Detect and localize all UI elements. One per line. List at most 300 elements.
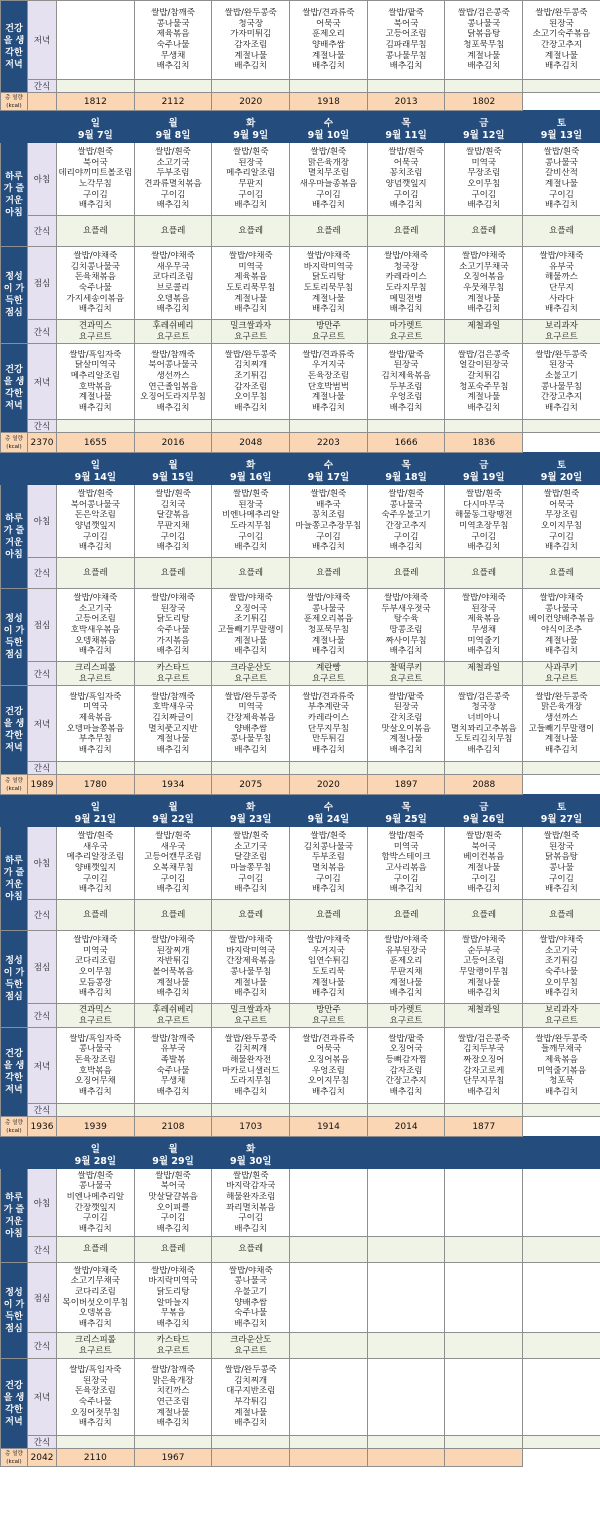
snack-cell bbox=[57, 662, 135, 686]
menu-cell bbox=[523, 485, 600, 558]
day-header bbox=[290, 1143, 368, 1169]
day-header bbox=[445, 1143, 523, 1169]
menu-item: 구이김 bbox=[238, 1213, 264, 1224]
day-header bbox=[367, 1143, 445, 1169]
menu-item: 고등어조림 bbox=[74, 614, 116, 625]
date-label bbox=[445, 1156, 522, 1168]
section-label-dinner: 건강을 생각한 저녁 bbox=[1, 1028, 28, 1117]
snack-item: 후레쉬베리 bbox=[152, 321, 194, 332]
menu-item: 쌀밥/야채죽 bbox=[461, 593, 506, 604]
menu-item: 배추김치 bbox=[78, 884, 112, 895]
menu-item: 배추김치 bbox=[389, 1086, 423, 1097]
menu-item: 오이무침 bbox=[234, 392, 268, 403]
menu-item: 계절나물 bbox=[156, 977, 190, 988]
menu-item: 오이지무침 bbox=[307, 1076, 349, 1087]
snack-item: 요구르트 bbox=[78, 1015, 112, 1026]
kcal-value: 2013 bbox=[367, 93, 445, 111]
menu-item: 쌀밥/견과류죽 bbox=[302, 8, 355, 19]
day-header bbox=[290, 117, 368, 143]
snack-item bbox=[445, 332, 522, 342]
menu-item: 카레라이스 bbox=[307, 712, 349, 723]
date-label: 9월 27일 bbox=[540, 813, 583, 825]
menu-item: 쌀밥/견과류죽 bbox=[302, 1033, 355, 1044]
menu-item: 고사리볶음 bbox=[385, 863, 427, 873]
menu-item: 북어콩나물국 bbox=[70, 499, 120, 510]
menu-item: 간장제육볶음 bbox=[226, 956, 276, 967]
snack-cell bbox=[212, 320, 290, 344]
menu-item: 구이김 bbox=[238, 873, 264, 884]
menu-item: 배추김치 bbox=[234, 304, 268, 315]
menu-cell bbox=[134, 485, 212, 558]
menu-item: 알마늘지 bbox=[156, 1297, 190, 1308]
menu-item: 쌀밥/야채죽 bbox=[151, 251, 195, 262]
snack-item: 요플레 bbox=[549, 909, 574, 920]
menu-item: 콩나물국 bbox=[545, 157, 578, 168]
menu-item: 배추김치 bbox=[78, 304, 112, 315]
snack-cell bbox=[367, 216, 445, 247]
menu-item: 들깨무채국 bbox=[540, 1044, 582, 1055]
menu-item: 쌀밥/참깨죽 bbox=[151, 1365, 195, 1376]
snack-cell bbox=[445, 320, 523, 344]
menu-item: 계절나물 bbox=[234, 977, 268, 988]
snack-cell bbox=[212, 762, 290, 775]
weekday-label bbox=[445, 1144, 522, 1156]
menu-item: 쌀밥/완두콩죽 bbox=[224, 349, 277, 360]
snack-item: 견과믹스 bbox=[78, 1005, 112, 1016]
menu-item: 멸치볶음 bbox=[311, 863, 345, 873]
snack-cell bbox=[367, 80, 445, 93]
menu-item: 배추김치 bbox=[467, 304, 501, 315]
menu-item: 제육볶음 bbox=[467, 614, 501, 625]
snack-cell bbox=[367, 1004, 445, 1028]
snack-cell bbox=[134, 1104, 212, 1117]
snack-cell bbox=[367, 320, 445, 344]
meal-row bbox=[1, 827, 600, 900]
menu-item: 돈육채볶음 bbox=[74, 272, 116, 283]
menu-item: 쌀밥/완두콩죽 bbox=[535, 1033, 588, 1044]
menu-item: 꽁치조림 bbox=[389, 168, 423, 179]
menu-cell bbox=[57, 143, 135, 216]
menu-item: 배추김치 bbox=[234, 1318, 268, 1329]
menu-cell bbox=[57, 485, 135, 558]
date-label: 9월 17일 bbox=[307, 471, 350, 483]
menu-item: 쌀밥/흑임자죽 bbox=[69, 1033, 122, 1044]
menu-item: 계절나물 bbox=[78, 392, 112, 403]
snack-cell bbox=[290, 762, 368, 775]
menu-item: 배추김치 bbox=[234, 402, 268, 413]
menu-item: 오복채무침 bbox=[152, 863, 194, 873]
date-label: 9월 9일 bbox=[233, 129, 269, 141]
weekday-label: 목 bbox=[401, 801, 411, 813]
menu-item: 닭볶음탕 bbox=[545, 852, 578, 863]
snack-cell bbox=[367, 900, 445, 931]
date-label: 9월 28일 bbox=[74, 1155, 117, 1167]
meal-type-snack: 간식 bbox=[28, 1333, 57, 1359]
menu-item: 북어국 bbox=[471, 841, 497, 852]
meal-row bbox=[1, 143, 600, 216]
menu-item: 배추김치 bbox=[156, 744, 190, 755]
menu-item: 갈비산적 bbox=[545, 168, 578, 179]
menu-item: 쌀밥/흰죽 bbox=[155, 831, 191, 842]
section-label-dinner: 건강을 생각한 저녁 bbox=[1, 1359, 28, 1449]
snack-cell bbox=[134, 1237, 212, 1263]
menu-item: 간장고추지 bbox=[540, 392, 582, 403]
menu-item: 배추김치 bbox=[78, 988, 112, 999]
menu-item: 탕수육 bbox=[393, 614, 419, 625]
menu-item: 배추김치 bbox=[156, 1223, 190, 1234]
day-header bbox=[523, 117, 600, 143]
menu-item: 쌀밥/야채죽 bbox=[306, 593, 351, 604]
menu-item: 김치콩나물국 bbox=[303, 841, 354, 852]
menu-cell bbox=[523, 247, 600, 320]
menu-item: 쌀밥/완두콩죽 bbox=[535, 349, 588, 360]
weekday-label: 금 bbox=[479, 117, 489, 129]
snack-item: 계란빵 bbox=[316, 663, 341, 674]
menu-item: 쌀밥/흰죽 bbox=[310, 489, 347, 500]
snack-cell bbox=[212, 420, 290, 433]
meal-type-snack: 간식 bbox=[28, 1004, 57, 1028]
menu-item: 호박볶음 bbox=[78, 381, 112, 392]
menu-item: 배추김치 bbox=[545, 1086, 578, 1097]
menu-item: 견과류멸치볶음 bbox=[144, 179, 202, 189]
menu-item: 오이피클 bbox=[156, 1202, 190, 1213]
menu-item: 배추김치 bbox=[234, 884, 268, 895]
menu-item: 쌀밥/검은콩죽 bbox=[457, 349, 510, 360]
menu-cell bbox=[57, 1, 135, 80]
weekday-label: 화 bbox=[246, 801, 256, 813]
menu-cell bbox=[212, 344, 290, 420]
weekday-label: 월 bbox=[168, 459, 178, 471]
menu-cell bbox=[134, 827, 212, 900]
menu-cell bbox=[367, 1263, 445, 1333]
meal-row bbox=[1, 344, 600, 420]
menu-cell bbox=[523, 686, 600, 762]
menu-item: 북어국 bbox=[83, 157, 108, 168]
menu-item: 소고기국 bbox=[545, 945, 578, 956]
menu-cell bbox=[523, 827, 600, 900]
menu-item: 우거지국 bbox=[311, 945, 345, 956]
meal-type-snack: 간식 bbox=[28, 320, 57, 344]
menu-item: 대구지반조림 bbox=[226, 1386, 276, 1397]
menu-item: 구이김 bbox=[471, 189, 497, 200]
menu-item: 계절나물 bbox=[311, 635, 345, 646]
kcal-row bbox=[1, 1449, 600, 1467]
snack-item: 요플레 bbox=[238, 909, 264, 920]
section-label-lunch: 정성이 가득한 점심 bbox=[1, 1263, 28, 1359]
menu-item: 조기튀김 bbox=[545, 956, 578, 967]
menu-item: 계절나물 bbox=[545, 50, 578, 61]
snack-row bbox=[1, 1104, 600, 1117]
day-header bbox=[523, 801, 600, 827]
menu-cell bbox=[367, 931, 445, 1004]
menu-item: 미역국 bbox=[83, 702, 108, 713]
menu-item: 생선까스 bbox=[156, 370, 190, 381]
menu-item: 제육볶음 bbox=[234, 272, 268, 283]
menu-item: 미역줄기 bbox=[467, 635, 501, 646]
menu-item: 계절나물 bbox=[467, 50, 501, 61]
snack-item: 마가렛트 bbox=[389, 321, 423, 332]
menu-item: 가지볶음 bbox=[156, 635, 190, 646]
menu-item: 멸치풋고지반 bbox=[148, 723, 198, 734]
menu-item: 쌀밥/흑임자죽 bbox=[69, 349, 122, 360]
menu-item: 가지세송이볶음 bbox=[66, 293, 125, 304]
snack-cell bbox=[523, 80, 600, 93]
menu-item: 배추김치 bbox=[389, 884, 423, 895]
menu-item: 쌀밥/야채죽 bbox=[228, 593, 273, 604]
menu-item: 간장고추지 bbox=[385, 1076, 427, 1087]
menu-item: 브로콜리 bbox=[156, 283, 190, 293]
menu-item: 소고기국 bbox=[156, 157, 190, 168]
menu-item: 쌀밥/야채죽 bbox=[306, 935, 351, 946]
snack-cell bbox=[57, 80, 135, 93]
kcal-value: 1918 bbox=[290, 93, 368, 111]
menu-item: 김치제육볶음 bbox=[381, 370, 431, 381]
snack-item: 제철과일 bbox=[467, 663, 501, 674]
kcal-value: 2112 bbox=[134, 93, 212, 111]
menu-item: 배추김치 bbox=[156, 1086, 190, 1097]
meal-row bbox=[1, 931, 600, 1004]
menu-item: 배추김치 bbox=[156, 542, 190, 553]
menu-item: 쌀밥/흰죽 bbox=[155, 489, 191, 500]
snack-cell bbox=[445, 420, 523, 433]
date-label: 9월 15일 bbox=[152, 471, 194, 483]
menu-item: 코다리조림 bbox=[74, 956, 116, 967]
menu-item: 청포묵무침 bbox=[307, 625, 349, 635]
menu-item: 쌀밥/검은콩죽 bbox=[457, 1033, 510, 1044]
menu-item: 오뎅볶음 bbox=[156, 293, 190, 304]
menu-item: 함박스테이크 bbox=[381, 852, 431, 863]
menu-cell bbox=[212, 1169, 290, 1237]
menu-item: 자반튀김 bbox=[156, 956, 190, 967]
menu-cell bbox=[134, 1263, 212, 1333]
menu-item: 돈육장조림 bbox=[74, 1386, 116, 1397]
snack-row bbox=[1, 662, 600, 686]
snack-cell bbox=[57, 1004, 135, 1028]
day-header bbox=[134, 1143, 212, 1169]
menu-cell bbox=[367, 1028, 445, 1104]
menu-item: 쌀밥/야채죽 bbox=[539, 251, 584, 262]
menu-item: 배추김치 bbox=[78, 1318, 112, 1329]
header-corner bbox=[1, 117, 57, 143]
snack-cell bbox=[290, 320, 368, 344]
menu-item: 된장국 bbox=[549, 360, 574, 371]
menu-cell bbox=[57, 344, 135, 420]
menu-item: 쌀밥/흰죽 bbox=[77, 147, 114, 158]
menu-item: 쌀밥/팥죽 bbox=[388, 691, 424, 702]
snack-item: 요구르트 bbox=[156, 1345, 190, 1356]
snack-item bbox=[445, 1016, 522, 1026]
menu-item: 구이김 bbox=[83, 189, 108, 200]
menu-item: 꽈리멸치볶음 bbox=[226, 1202, 276, 1213]
menu-item: 계절나물 bbox=[234, 50, 268, 61]
menu-item: 소고기숙주볶음 bbox=[532, 29, 591, 40]
menu-item: 된장찌개 bbox=[156, 945, 190, 956]
snack-cell bbox=[290, 1436, 368, 1449]
snack-item: 요구르트 bbox=[78, 331, 112, 342]
menu-item: 구이김 bbox=[238, 189, 264, 200]
snack-item: 보리과자 bbox=[545, 321, 578, 332]
menu-item: 쌀밥/흰죽 bbox=[543, 489, 580, 500]
weekday-label: 화 bbox=[246, 459, 256, 471]
menu-item: 배추김치 bbox=[467, 61, 501, 72]
snack-cell bbox=[290, 662, 368, 686]
snack-cell bbox=[445, 558, 523, 589]
date-label bbox=[523, 1156, 600, 1168]
snack-item: 요플레 bbox=[83, 567, 108, 578]
snack-cell bbox=[523, 1436, 600, 1449]
menu-item: 쌀밥/흰죽 bbox=[155, 1170, 191, 1181]
menu-item: 쌀밥/흰죽 bbox=[77, 1170, 114, 1181]
menu-item: 된장국 bbox=[471, 603, 497, 614]
snack-cell bbox=[290, 900, 368, 931]
menu-item: 계절나물 bbox=[467, 863, 501, 873]
menu-cell bbox=[290, 485, 368, 558]
date-label bbox=[368, 1156, 445, 1168]
menu-item: 쌀밥/흰죽 bbox=[465, 489, 502, 500]
menu-cell bbox=[134, 344, 212, 420]
snack-cell bbox=[523, 1237, 600, 1263]
kcal-title: 총 열량 bbox=[5, 777, 23, 784]
kcal-value: 1780 bbox=[57, 775, 135, 795]
menu-item: 오이무침 bbox=[545, 977, 578, 988]
menu-item: 양배추쌈 bbox=[311, 40, 345, 50]
menu-cell bbox=[445, 143, 523, 216]
menu-cell bbox=[57, 247, 135, 320]
menu-item: 베이컨볶음 bbox=[463, 852, 505, 863]
kcal-value: 1812 bbox=[57, 93, 135, 111]
snack-item: 요구르트 bbox=[389, 673, 423, 684]
menu-item: 숙주나물 bbox=[545, 967, 578, 977]
menu-item: 콩나물국 bbox=[467, 18, 501, 29]
meal-type-breakfast: 아침 bbox=[28, 827, 57, 900]
menu-item: 배추김치 bbox=[467, 988, 501, 999]
menu-item: 단무지 bbox=[549, 283, 574, 293]
snack-cell bbox=[212, 1436, 290, 1449]
day-header bbox=[57, 1143, 135, 1169]
menu-item: 다시마무국 bbox=[463, 499, 505, 510]
snack-item: 요플레 bbox=[393, 225, 419, 236]
menu-item: 배추김치 bbox=[311, 744, 345, 755]
menu-cell bbox=[367, 827, 445, 900]
menu-item: 단호박범벅 bbox=[307, 381, 349, 392]
menu-item: 계절나물 bbox=[234, 635, 268, 646]
menu-cell bbox=[445, 1263, 523, 1333]
meal-type-dinner: 저녁 bbox=[28, 686, 57, 762]
section-label-breakfast: 하루가 즐거운 아침 bbox=[1, 485, 28, 589]
section-label-lunch: 정성이 가득한 점심 bbox=[1, 589, 28, 686]
menu-item: 생선까스 bbox=[545, 712, 578, 723]
menu-item: 무장조림 bbox=[467, 168, 501, 179]
menu-item: 해물완자조림 bbox=[226, 1191, 276, 1202]
menu-item: 감자고로케 bbox=[463, 1065, 505, 1076]
menu-cell bbox=[134, 589, 212, 662]
date-label: 9월 29일 bbox=[152, 1155, 194, 1167]
menu-item: 고들빼기무말랭이 bbox=[217, 625, 284, 635]
date-label: 9월 19일 bbox=[463, 471, 505, 483]
snack-item: 요플레 bbox=[160, 909, 186, 920]
menu-item: 돈육장조림 bbox=[307, 370, 349, 381]
meal-type-lunch: 점심 bbox=[28, 1263, 57, 1333]
menu-item: 맑은육개장 bbox=[307, 157, 349, 168]
meal-type-dinner: 저녁 bbox=[28, 1028, 57, 1104]
snack-cell bbox=[290, 1004, 368, 1028]
menu-cell bbox=[134, 1028, 212, 1104]
menu-item: 청포묵 bbox=[549, 1076, 574, 1087]
menu-item: 계절나물 bbox=[467, 977, 501, 988]
menu-item: 쌀밥/견과류죽 bbox=[302, 349, 355, 360]
menu-item: 훈제오리볶음 bbox=[303, 614, 354, 625]
meal-type-breakfast: 아침 bbox=[28, 1169, 57, 1237]
menu-item: 소고기국 bbox=[78, 603, 112, 614]
menu-item: 콩나물 bbox=[549, 863, 574, 873]
date-label: 9월 26일 bbox=[463, 813, 505, 825]
header-corner bbox=[1, 801, 57, 827]
snack-cell bbox=[445, 1333, 523, 1359]
day-header bbox=[445, 459, 523, 485]
menu-cell bbox=[367, 247, 445, 320]
snack-cell bbox=[523, 1104, 600, 1117]
menu-item: 비엔나메추리알 bbox=[221, 510, 280, 521]
menu-item: 배추김치 bbox=[78, 646, 112, 657]
menu-item: 도토리묵 bbox=[311, 967, 345, 977]
date-label: 9월 30일 bbox=[229, 1155, 272, 1167]
menu-item: 호박볶음 bbox=[78, 1065, 112, 1076]
kcal-value: 2042 bbox=[28, 1449, 57, 1467]
snack-cell bbox=[134, 558, 212, 589]
menu-item: 가자미튀김 bbox=[230, 29, 272, 40]
menu-item: 배추김치 bbox=[78, 542, 112, 553]
menu-item: 단무지무침 bbox=[307, 723, 349, 734]
menu-item: 감자조림 bbox=[234, 40, 268, 50]
menu-item: 배추김치 bbox=[545, 304, 578, 315]
menu-item: 북어국 bbox=[160, 1181, 186, 1192]
menu-item: 구이김 bbox=[160, 873, 186, 884]
menu-item: 김치찌개 bbox=[234, 1375, 268, 1386]
day-header bbox=[367, 459, 445, 485]
menu-item: 계절나물 bbox=[311, 977, 345, 988]
snack-cell bbox=[212, 558, 290, 589]
snack-cell bbox=[57, 1436, 135, 1449]
kcal-label bbox=[1, 433, 28, 453]
menu-item: 콩나물국 bbox=[234, 1276, 268, 1287]
menu-item: 구이김 bbox=[393, 873, 419, 884]
snack-cell bbox=[290, 80, 368, 93]
snack-cell bbox=[212, 900, 290, 931]
menu-cell bbox=[212, 589, 290, 662]
menu-item: 메추리알장조림 bbox=[66, 852, 125, 863]
snack-cell bbox=[290, 420, 368, 433]
date-label: 9월 24일 bbox=[307, 813, 350, 825]
menu-item: 쌀밥/검은콩죽 bbox=[457, 8, 510, 19]
snack-item: 요구르트 bbox=[545, 1015, 578, 1026]
weekday-label: 일 bbox=[90, 801, 100, 813]
menu-item: 배추김치 bbox=[78, 1418, 112, 1429]
menu-item: 콩나물무침 bbox=[230, 967, 272, 977]
menu-cell bbox=[212, 1263, 290, 1333]
menu-item: 제육볶음 bbox=[545, 1054, 578, 1065]
menu-item: 쌀밥/야채죽 bbox=[73, 251, 118, 262]
menu-item: 도라지무침 bbox=[230, 1076, 272, 1087]
header-corner bbox=[1, 459, 57, 485]
snack-item: 밀크쌀과자 bbox=[230, 321, 272, 332]
snack-cell bbox=[134, 1436, 212, 1449]
menu-item: 숙주우불고기 bbox=[381, 510, 431, 521]
kcal-value: 1967 bbox=[134, 1449, 212, 1467]
snack-cell bbox=[134, 216, 212, 247]
snack-cell bbox=[134, 420, 212, 433]
snack-cell bbox=[212, 662, 290, 686]
menu-cell bbox=[57, 1169, 135, 1237]
